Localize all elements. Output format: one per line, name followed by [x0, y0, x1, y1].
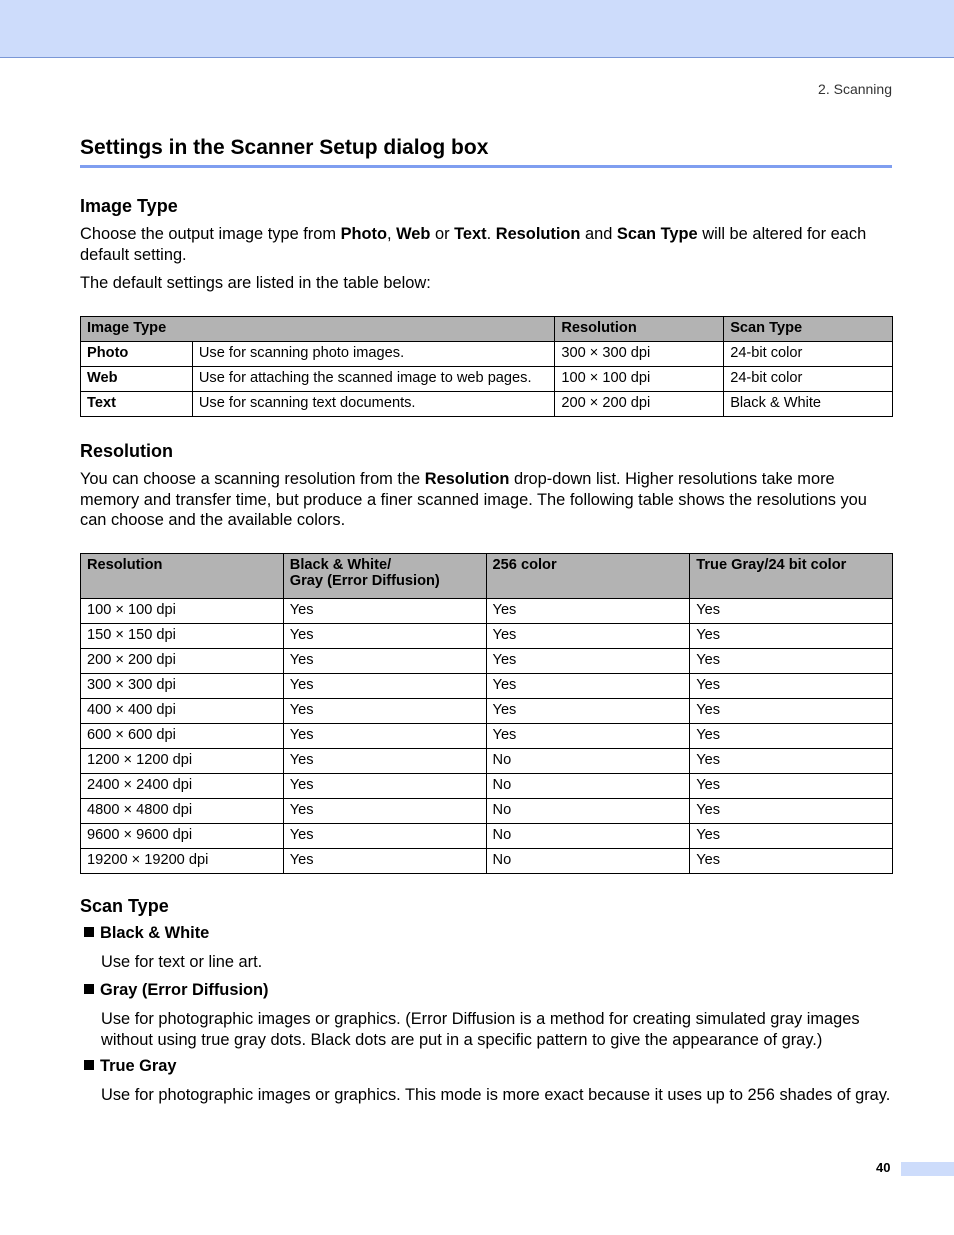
resolution-heading: Resolution: [80, 441, 173, 461]
table-cell: Yes: [690, 674, 893, 699]
table-cell: Yes: [283, 649, 486, 674]
table-cell: Yes: [283, 799, 486, 824]
table-header-cell: Resolution: [555, 317, 724, 342]
table-cell: Yes: [486, 624, 690, 649]
table-cell: Yes: [283, 599, 486, 624]
table-cell: Yes: [283, 824, 486, 849]
image-type-paragraph: Choose the output image type from Photo, Web or Text. Resolution and Scan Type will be altered for each default setting.: [80, 225, 867, 264]
table-row: [81, 649, 893, 674]
table-cell: Yes: [690, 824, 893, 849]
table-row: [81, 849, 893, 874]
table-row: [81, 774, 893, 799]
table-row: [81, 799, 893, 824]
table-cell: Yes: [283, 624, 486, 649]
page-number: 40: [876, 1160, 891, 1175]
table-cell: Yes: [690, 774, 893, 799]
table-row: [81, 824, 893, 849]
table-header-cell: True Gray/24 bit color: [690, 554, 893, 599]
table-cell: Yes: [690, 599, 893, 624]
table-cell: Yes: [283, 774, 486, 799]
table-header-cell: Scan Type: [724, 317, 893, 342]
table-cell: Yes: [690, 849, 893, 874]
table-cell: No: [486, 774, 690, 799]
table-cell: Use for scanning text documents.: [192, 392, 554, 417]
resolution-paragraph: You can choose a scanning resolution from the Resolution drop-down list. Higher resolutions take more memory and transfer time, but produce a finer scanned image. The following table shows the resolutions you can choose and the available colors.: [80, 470, 867, 529]
table-row: [81, 367, 893, 392]
table-cell: 9600 × 9600 dpi: [81, 824, 284, 849]
table-cell: 24-bit color: [724, 367, 893, 392]
table-cell: Yes: [690, 624, 893, 649]
scan-type-description: Use for photographic images or graphics. (Error Diffusion is a method for creating simulated gray images without using true gray dots. Black dots are put in a specific pattern to give the appearance of gray.): [101, 1010, 860, 1049]
scan-type-item: Gray (Error Diffusion): [84, 981, 268, 1000]
table-cell: 100 × 100 dpi: [555, 367, 724, 392]
table-cell: Web: [81, 367, 193, 392]
page-tab-marker: [901, 1162, 954, 1176]
table-cell: 600 × 600 dpi: [81, 724, 284, 749]
scan-type-heading: Scan Type: [80, 896, 169, 916]
table-cell: Yes: [690, 724, 893, 749]
image-type-heading: Image Type: [80, 196, 178, 216]
table-cell: Yes: [283, 849, 486, 874]
table-cell: 24-bit color: [724, 342, 893, 367]
bullet-square-icon: [84, 927, 94, 937]
table-cell: 200 × 200 dpi: [81, 649, 284, 674]
table-cell: 200 × 200 dpi: [555, 392, 724, 417]
table-row: [81, 599, 893, 624]
table-header-cell: 256 color: [486, 554, 690, 599]
table-cell: No: [486, 799, 690, 824]
table-cell: 1200 × 1200 dpi: [81, 749, 284, 774]
table-header-row: [81, 317, 893, 342]
table-header-row: [81, 554, 893, 599]
table-cell: Use for attaching the scanned image to web pages.: [192, 367, 554, 392]
table-row: [81, 699, 893, 724]
bullet-square-icon: [84, 984, 94, 994]
table-cell: Yes: [486, 699, 690, 724]
title-underline: [80, 165, 892, 168]
table-header-cell: Resolution: [81, 554, 284, 599]
table-cell: 150 × 150 dpi: [81, 624, 284, 649]
table-cell: Yes: [283, 699, 486, 724]
table-cell: Yes: [486, 649, 690, 674]
bullet-square-icon: [84, 1060, 94, 1070]
table-cell: Yes: [690, 749, 893, 774]
table-cell: Yes: [486, 724, 690, 749]
table-cell: No: [486, 824, 690, 849]
table-cell: 300 × 300 dpi: [81, 674, 284, 699]
image-type-table: [80, 316, 893, 417]
default-settings-note: The default settings are listed in the table below:: [80, 274, 431, 292]
chapter-label: 2. Scanning: [818, 81, 892, 97]
table-cell: Black & White: [724, 392, 893, 417]
table-cell: 19200 × 19200 dpi: [81, 849, 284, 874]
scan-type-description: Use for text or line art.: [101, 953, 263, 971]
table-cell: Yes: [690, 649, 893, 674]
table-cell: 300 × 300 dpi: [555, 342, 724, 367]
scan-type-description: Use for photographic images or graphics. This mode is more exact because it uses up to 256 shades of gray.: [101, 1086, 891, 1104]
scan-type-item: Black & White: [84, 924, 209, 943]
table-cell: Yes: [283, 724, 486, 749]
table-cell: No: [486, 749, 690, 774]
table-cell: 2400 × 2400 dpi: [81, 774, 284, 799]
table-row: [81, 749, 893, 774]
table-header-cell: Image Type: [81, 317, 555, 342]
table-row: [81, 342, 893, 367]
table-cell: Yes: [690, 799, 893, 824]
scan-type-item: True Gray: [84, 1057, 177, 1076]
table-cell: Yes: [283, 674, 486, 699]
table-cell: Yes: [283, 749, 486, 774]
table-row: [81, 674, 893, 699]
table-header-cell: Black & White/ Gray (Error Diffusion): [283, 554, 486, 599]
table-row: [81, 624, 893, 649]
table-cell: 400 × 400 dpi: [81, 699, 284, 724]
page-title: Settings in the Scanner Setup dialog box: [80, 136, 489, 159]
table-cell: Yes: [690, 699, 893, 724]
table-cell: Yes: [486, 599, 690, 624]
table-cell: Yes: [486, 674, 690, 699]
table-cell: 4800 × 4800 dpi: [81, 799, 284, 824]
table-cell: No: [486, 849, 690, 874]
header-band: [0, 0, 954, 58]
table-cell: Use for scanning photo images.: [192, 342, 554, 367]
table-cell: Photo: [81, 342, 193, 367]
resolution-table: [80, 553, 893, 874]
table-row: [81, 392, 893, 417]
table-cell: 100 × 100 dpi: [81, 599, 284, 624]
table-row: [81, 724, 893, 749]
table-cell: Text: [81, 392, 193, 417]
